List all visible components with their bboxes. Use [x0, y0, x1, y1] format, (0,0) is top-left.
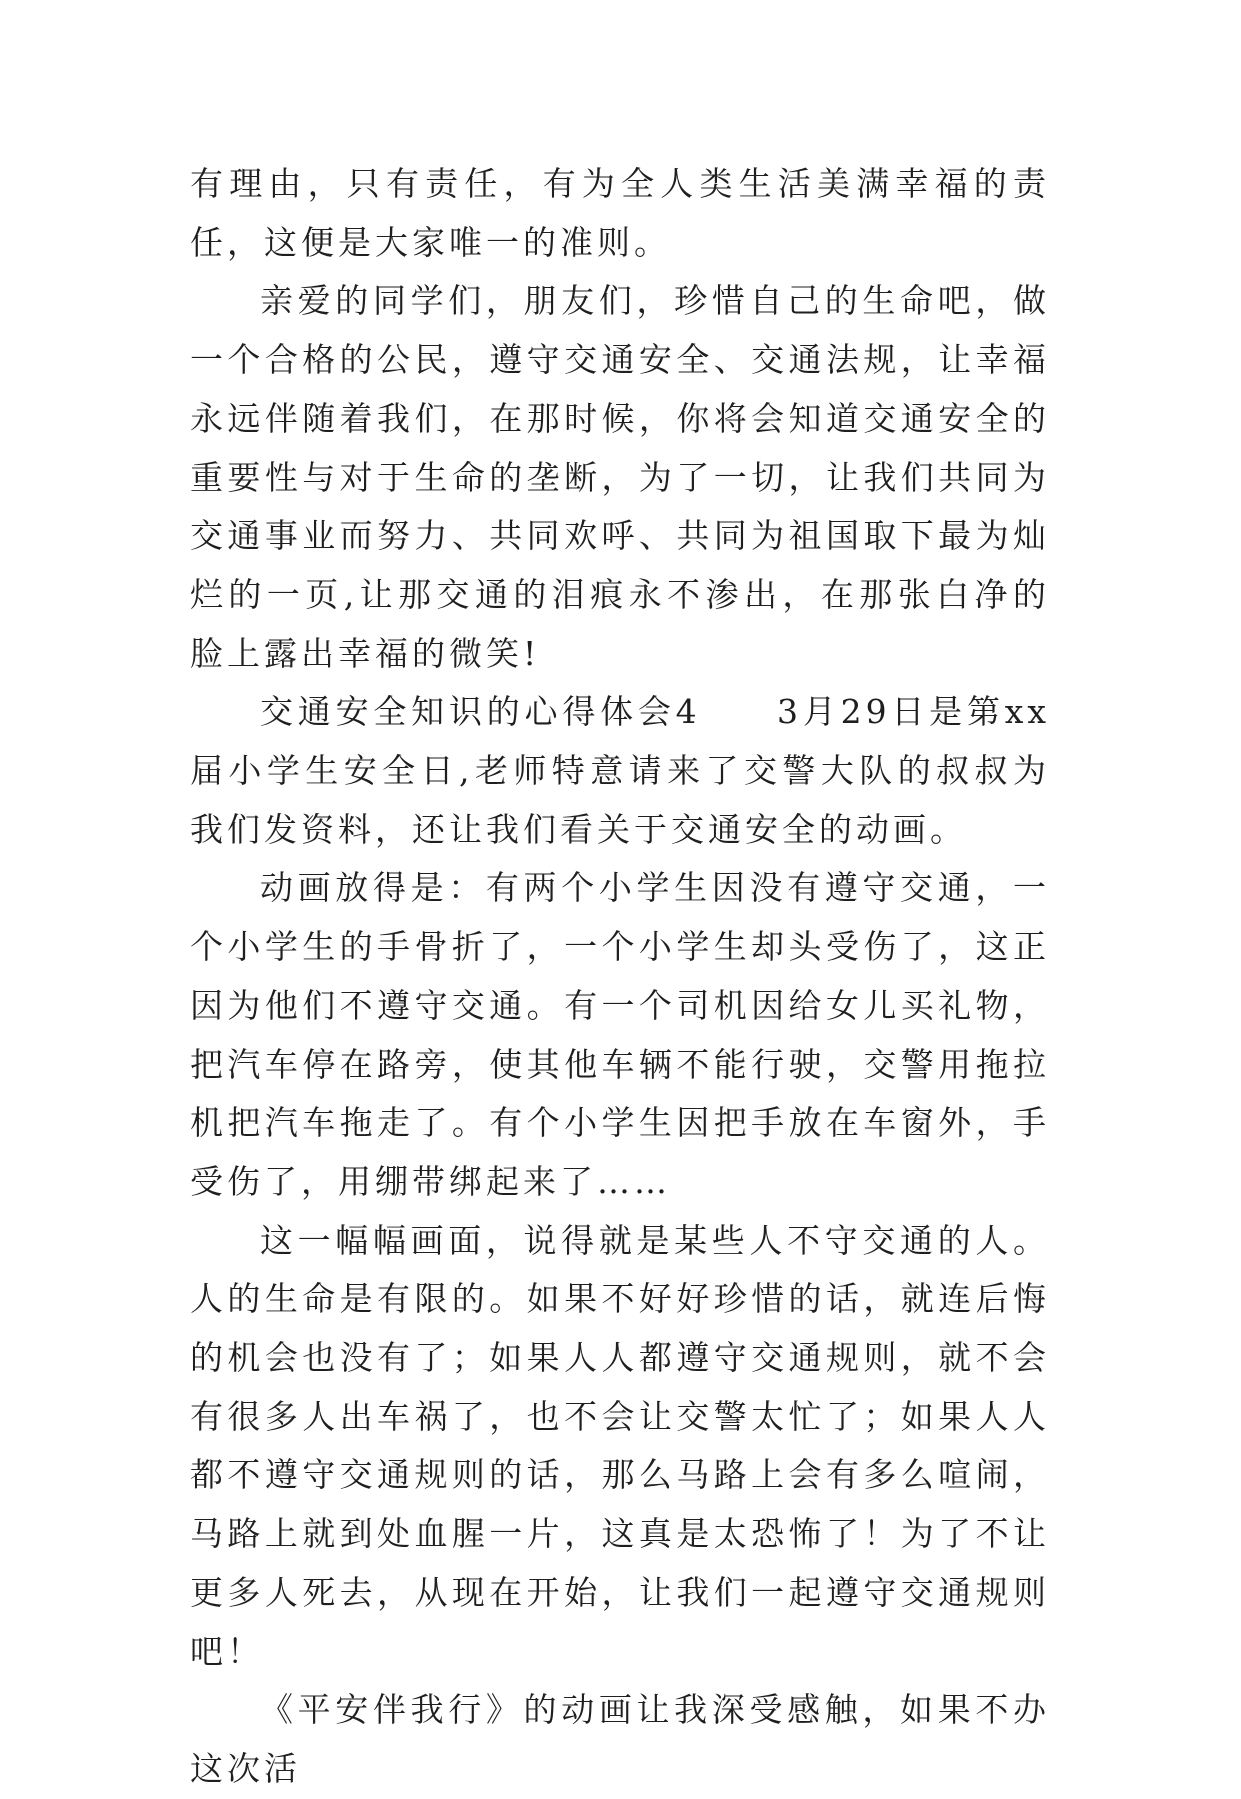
- paragraph: 《平安伴我行》的动画让我深受感触，如果不办这次活: [190, 1690, 1050, 1788]
- paragraph: 有理由，只有责任，有为全人类生活美满幸福的责任，这便是大家唯一的准则。: [190, 164, 1050, 262]
- paragraph: 这一幅幅画面，说得就是某些人不守交通的人。人的生命是有限的。如果不好好珍惜的话，就连后悔的机会也没有了；如果人人都遵守交通规则，就不会有很多人出车祸了，也不会让交警太忙了；如果人人都不遵守交通规则的话，那么马路上会有多么喧闹，马路上就到处血腥一片，这真是太恐怖了！为了不让更多人死去，从现在开始，让我们一起遵守交通规则吧！: [190, 1220, 1050, 1671]
- document-body: [190, 155, 1050, 1799]
- paragraph: 亲爱的同学们，朋友们，珍惜自己的生命吧，做一个合格的公民，遵守交通安全、交通法规，让幸福永远伴随着我们，在那时候，你将会知道交通安全的重要性与对于生命的垄断，为了一切，让我们共同为交通事业而努力、共同欢呼、共同为祖国取下最为灿烂的一页,让那交通的泪痕永不渗出，在那张白净的脸上露出幸福的微笑!: [190, 281, 1050, 673]
- paragraph: 动画放得是：有两个小学生因没有遵守交通，一个小学生的手骨折了，一个小学生却头受伤了，这正因为他们不遵守交通。有一个司机因给女儿买礼物，把汽车停在路旁，使其他车辆不能行驶，交警用拖拉机把汽车拖走了。有个小学生因把手放在车窗外，手受伤了，用绷带绑起来了……: [190, 868, 1050, 1201]
- paragraph: 交通安全知识的心得体会4 3月29日是第xx届小学生安全日,老师特意请来了交警大队的叔叔为我们发资料，还让我们看关于交通安全的动画。: [190, 692, 1050, 849]
